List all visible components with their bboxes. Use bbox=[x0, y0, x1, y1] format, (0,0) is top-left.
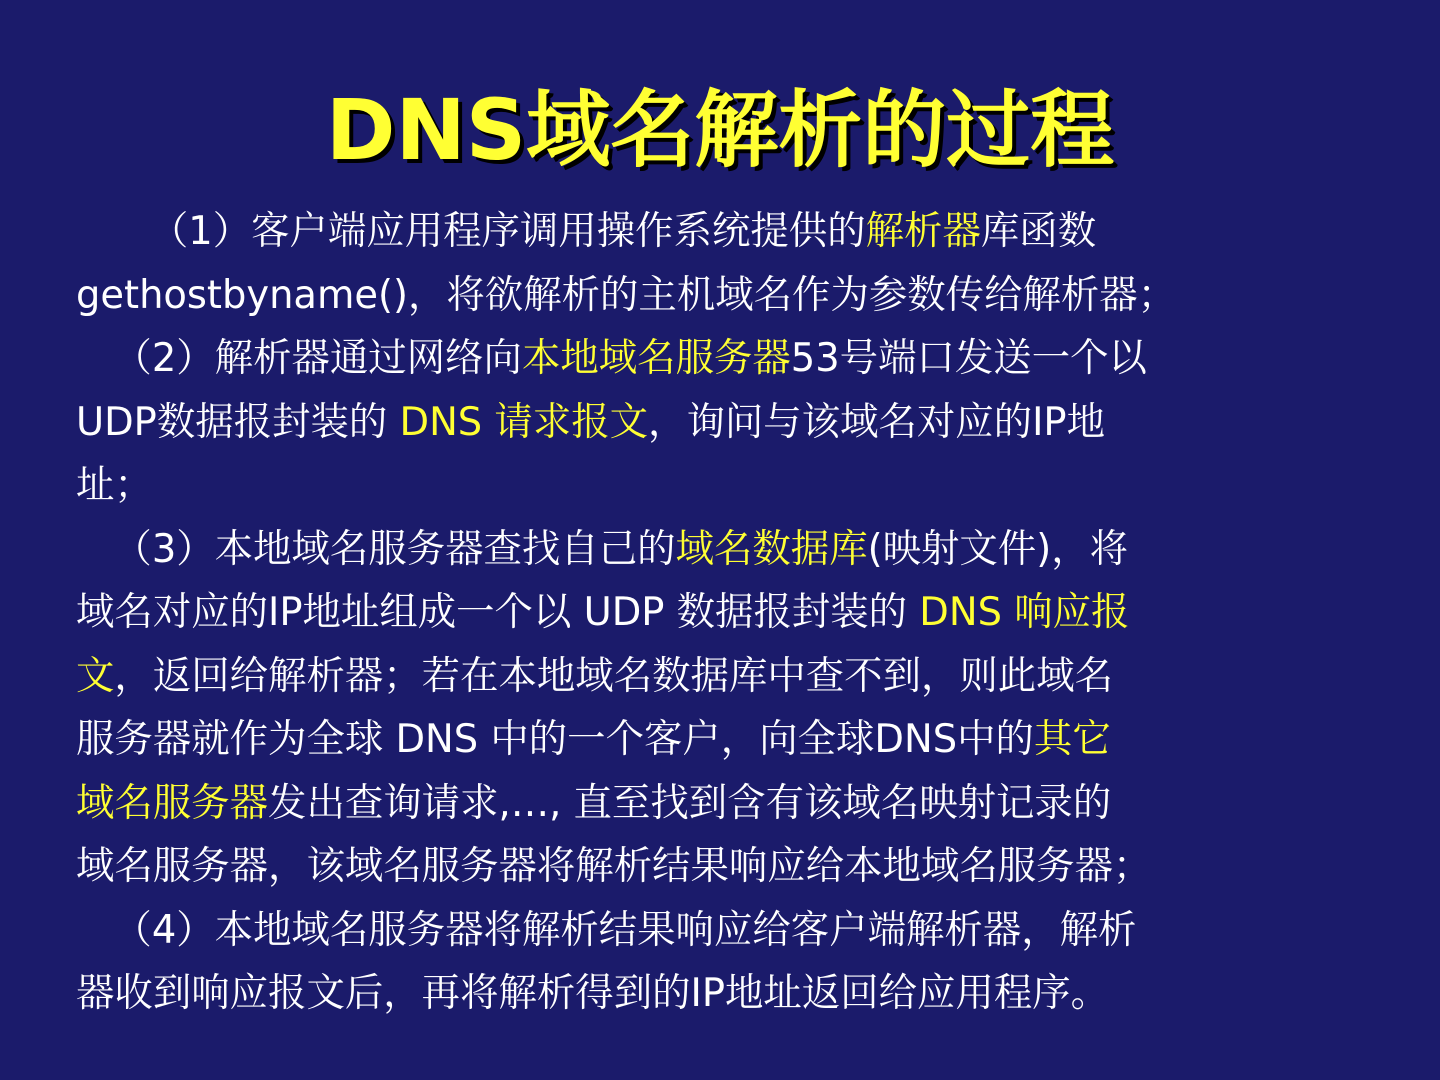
text-line bbox=[76, 581, 1376, 645]
text-segment: 库函数 bbox=[980, 209, 1097, 254]
text-line bbox=[76, 327, 1376, 391]
highlighted-term: DNS 请求报文 bbox=[399, 399, 649, 445]
text-segment: 发出查询请求,…, 直至找到含有该域名映射记录的 bbox=[268, 780, 1112, 826]
text-segment: UDP数据报封装的 bbox=[76, 399, 400, 445]
highlighted-term: 文 bbox=[76, 653, 115, 699]
text-line bbox=[76, 962, 1376, 1026]
text-line bbox=[76, 391, 1376, 455]
text-line bbox=[76, 200, 1376, 264]
text-line bbox=[76, 645, 1376, 709]
text-line bbox=[76, 899, 1376, 963]
highlighted-term: 本地域名服务器 bbox=[521, 336, 791, 381]
slide-body bbox=[76, 200, 1396, 1026]
text-line bbox=[76, 772, 1376, 836]
text-segment: （2）解析器通过网络向 bbox=[113, 336, 522, 381]
text-segment: 域名服务器，该域名服务器将解析结果响应给本地域名服务器； bbox=[76, 844, 1152, 889]
highlighted-term: 解析器 bbox=[865, 209, 981, 254]
text-segment: gethostbyname()，将欲解析的主机域名作为参数传给解析器； bbox=[76, 272, 1177, 318]
text-line bbox=[76, 708, 1376, 772]
text-line bbox=[76, 835, 1376, 899]
highlighted-term: DNS 响应报 bbox=[919, 590, 1130, 635]
text-segment: ，返回给解析器；若在本地域名数据库中查不到，则此域名 bbox=[114, 653, 1114, 699]
text-segment: 器收到响应报文后，再将解析得到的IP地址返回给应用程序。 bbox=[76, 971, 1110, 1016]
slide-title: DNS域名解析的过程 bbox=[325, 81, 1115, 179]
text-segment: 域名对应的IP地址组成一个以 UDP 数据报封装的 bbox=[76, 590, 920, 635]
highlighted-term: 其它 bbox=[1033, 717, 1111, 762]
text-segment: ，询问与该域名对应的IP地 bbox=[648, 399, 1106, 445]
text-segment: （3）本地域名服务器查找自己的 bbox=[113, 526, 676, 572]
text-segment: (映射文件)，将 bbox=[867, 526, 1129, 572]
text-segment: 53号端口发送一个以 bbox=[790, 336, 1147, 381]
text-segment: （4）本地域名服务器将解析结果响应给客户端解析器，解析 bbox=[113, 907, 1137, 953]
text-line bbox=[76, 264, 1376, 328]
text-segment: 址； bbox=[76, 463, 153, 508]
text-segment: 服务器就作为全球 DNS 中的一个客户，向全球DNS中的 bbox=[76, 717, 1034, 762]
text-segment: （1）客户端应用程序调用操作系统提供的 bbox=[149, 209, 866, 254]
text-line bbox=[76, 518, 1376, 582]
highlighted-term: 域名数据库 bbox=[675, 526, 868, 572]
text-line bbox=[76, 454, 1376, 518]
highlighted-term: 域名服务器 bbox=[76, 780, 269, 826]
